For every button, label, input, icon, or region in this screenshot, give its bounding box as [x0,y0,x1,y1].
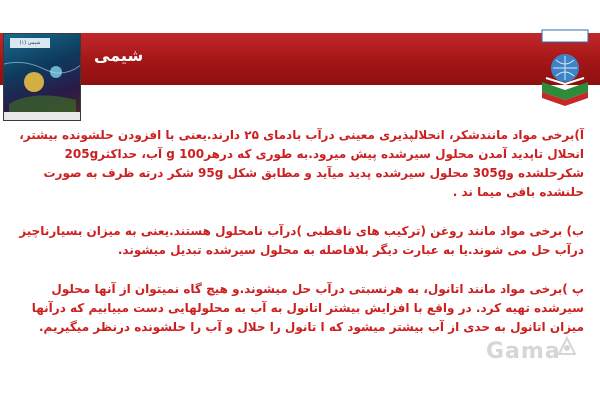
book-cover-art [4,34,81,121]
gama-watermark: Gama [486,339,561,364]
book-cover-strip [4,112,80,120]
gama-logo-icon [555,334,579,358]
content-body [18,126,584,357]
paragraph-b: ب) برخی مواد مانند روغن (ترکیب های ناقطبی )درآب نامحلول هستند.یعنی به میزان بسیارناچیز درآب حل می شوند.یا به عبارت دیگر بلافاصله به محلول سیرشده تبدیل میشوند. [19,224,584,257]
book-cover-image [3,33,81,121]
title-banner [0,33,600,85]
book-cover-caption: شیمی (۱) [10,38,50,48]
paragraph-c: پ )برخی مواد مانند اتانول، به هرنسبتی درآب حل میشوند.و هیچ گاه نمیتوان از آنها محلول سیرشده تهیه کرد. در واقع با افزایش بیشتر اتانول به آب به محلولهایی دست مییابیم که درآنها میزان اتانول به حدی از آب بیشتر میشود که ا تانول را حلال و آب را حلشونده درنظر میگیریم. [31,282,584,334]
page-title: شیمی [94,46,144,65]
paragraph-a: آ)برخی مواد مانندشکر، انحلالپذیری معینی درآب بادمای ۲۵ دارند.یعنی با افزودن حلشونده بیشتر، انحلال تاپدید آمدن محلول سیرشده پیش میرود.به طوری که درهر100 g آب، حداکثر205g شکرحلشده و305g محلول سیرشده پدید میآید و مطابق شکل 95g شکر درته ظرف به صورت حلنشده باقی میما ند . [19,128,584,199]
school-emblem-icon [536,28,594,110]
